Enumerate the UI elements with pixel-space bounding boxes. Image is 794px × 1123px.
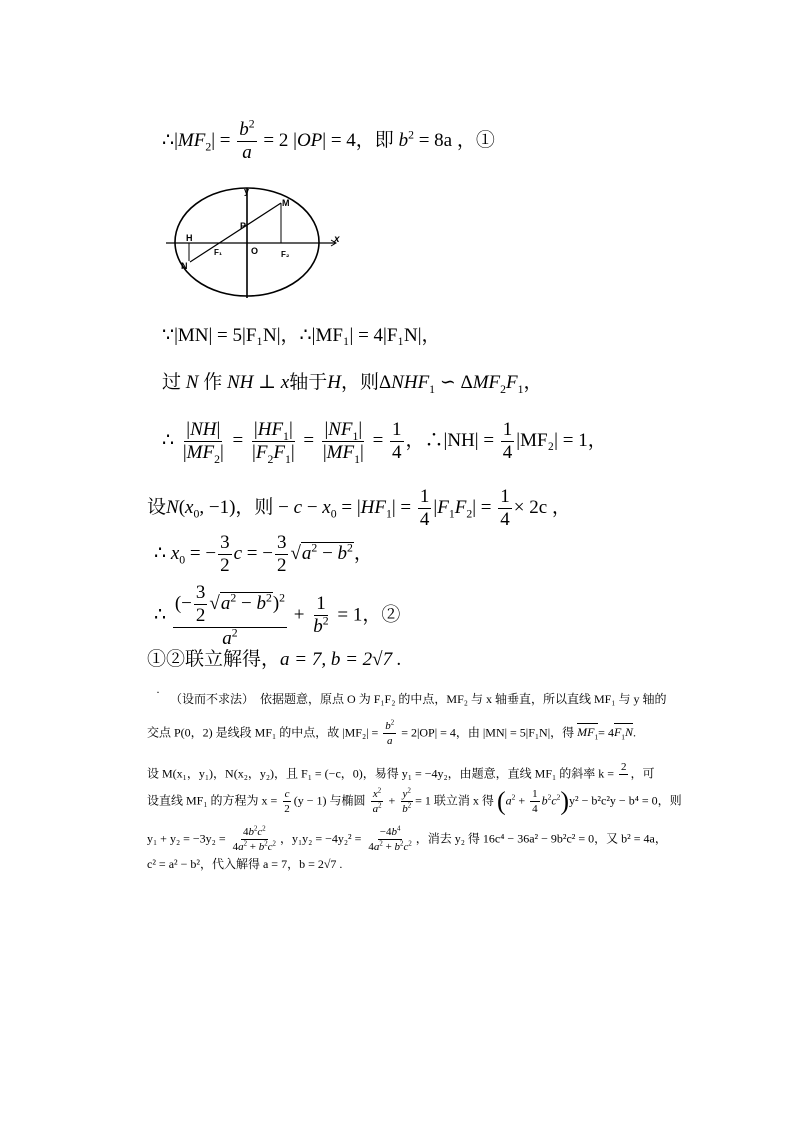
- solution-step-1: $\therefore|MF_2|$ = $\frac{b^2}{a}$ = 2 |OP| = 4，即 $b^2 = 8a$ ，①: [162, 117, 495, 163]
- ellipse-diagram: [160, 182, 350, 304]
- method2-line-3: 设 M(x₁，y₁)，N(x₂，y₂)，且 F₁ = (−c，0)，易得 y₁ = −4y₂，由题意，直线 MF₁ 的斜率 k = 2 ，可: [147, 761, 655, 781]
- method2-line-5: y₁ + y₂ = −3y₂ = $\frac{4b^2c^2}{4a^2 + b^2c^2}$ ，y₁y₂ = −4y₂² = $\frac{-4b^4}{4a^2 + b^2c^2}$ ，消去 y₂ 得 16c⁴ − 36a² − 9b²c² = 0，又 b² = 4a，: [147, 825, 667, 854]
- method2-line-2: 交点 P(0，2) 是线段 MF₁ 的中点，故 |MF₂| = $\frac{b^2}{a}$ = 2|OP| = 4，由 |MN| = 5|F₁N|，得 $MF_1= 4F_1N$.: [147, 719, 637, 748]
- method2-line-1: （设而不求法） 依据题意，原点 O 为 F₁F₂ 的中点，MF₂ 与 x 轴垂直，所以直线 MF₁ 与 y 轴的: [170, 692, 667, 706]
- method2-line-4: 设直线 MF₁ 的方程为 x = $\frac{c}{2}$ (y − 1) 与椭圆 $\frac{x^2}{a^2}$ + $\frac{y^2}{b^2}$ = 1 联立消 x 得 ($a^2$ + $\frac{1}{4}$ $b^2c^2)y^2 - b^2c^2y - b^4 = 0$，则: [147, 786, 682, 816]
- solution-step-2: ∵|MN| = 5|F₁N|，∴|MF₁| = 4|F₁N|，: [162, 325, 441, 346]
- point-f1-label: F₁: [214, 248, 223, 257]
- solution-step-7: ∴ (− $\frac{3}{2}$ $√a^2 - b^2)^2$ $a^2$ + $\frac{1}{b^2}$ = 1，②: [154, 582, 401, 649]
- point-o-label: O: [251, 246, 259, 256]
- solution-step-8: ①②联立解得，a = 7, b = 2√7 .: [147, 649, 402, 670]
- solution-step-4: ∴ $\frac{|NH|}{|MF_2|}$ = $\frac{|HF_1|}{|F_2F_1|}$ = $\frac{|NF_1|}{|MF_1|}$ = $\frac{1}{4}$ ，∴|NH| = $\frac{1}{4}$ |MF₂| = 1，: [162, 419, 607, 466]
- solution-step-6: ∴ $x_0$ = − $\frac{3}{2}$ c = − $\frac{3}{2}$ $√a^2 - b^2$，: [154, 532, 373, 576]
- line-mn: [190, 203, 281, 262]
- x-axis-label: x: [334, 234, 340, 245]
- method2-dot: ·: [156, 685, 160, 699]
- point-m-label: M: [282, 198, 290, 208]
- solution-step-3: 过 N 作 NH ⊥ x轴于H，则$\Delta NHF_1$ ∽ $\Delta MF_2F_1$，: [162, 372, 543, 396]
- solution-step-5: 设$N(x_0$, −1)，则 − $c - x_0 = |HF_1|$ = $\frac{1}{4}$ $|F_1F_2|$ = $\frac{1}{4}$ × 2c ，: [147, 486, 571, 530]
- y-axis-label: y: [244, 186, 250, 196]
- point-f2-label: F₂: [281, 250, 290, 259]
- point-n-label: N: [181, 261, 188, 271]
- method2-line-6: c² = a² − b²，代入解得 a = 7，b = 2√7 .: [147, 857, 343, 871]
- point-p-label: P: [240, 221, 247, 231]
- point-h-label: H: [186, 233, 193, 243]
